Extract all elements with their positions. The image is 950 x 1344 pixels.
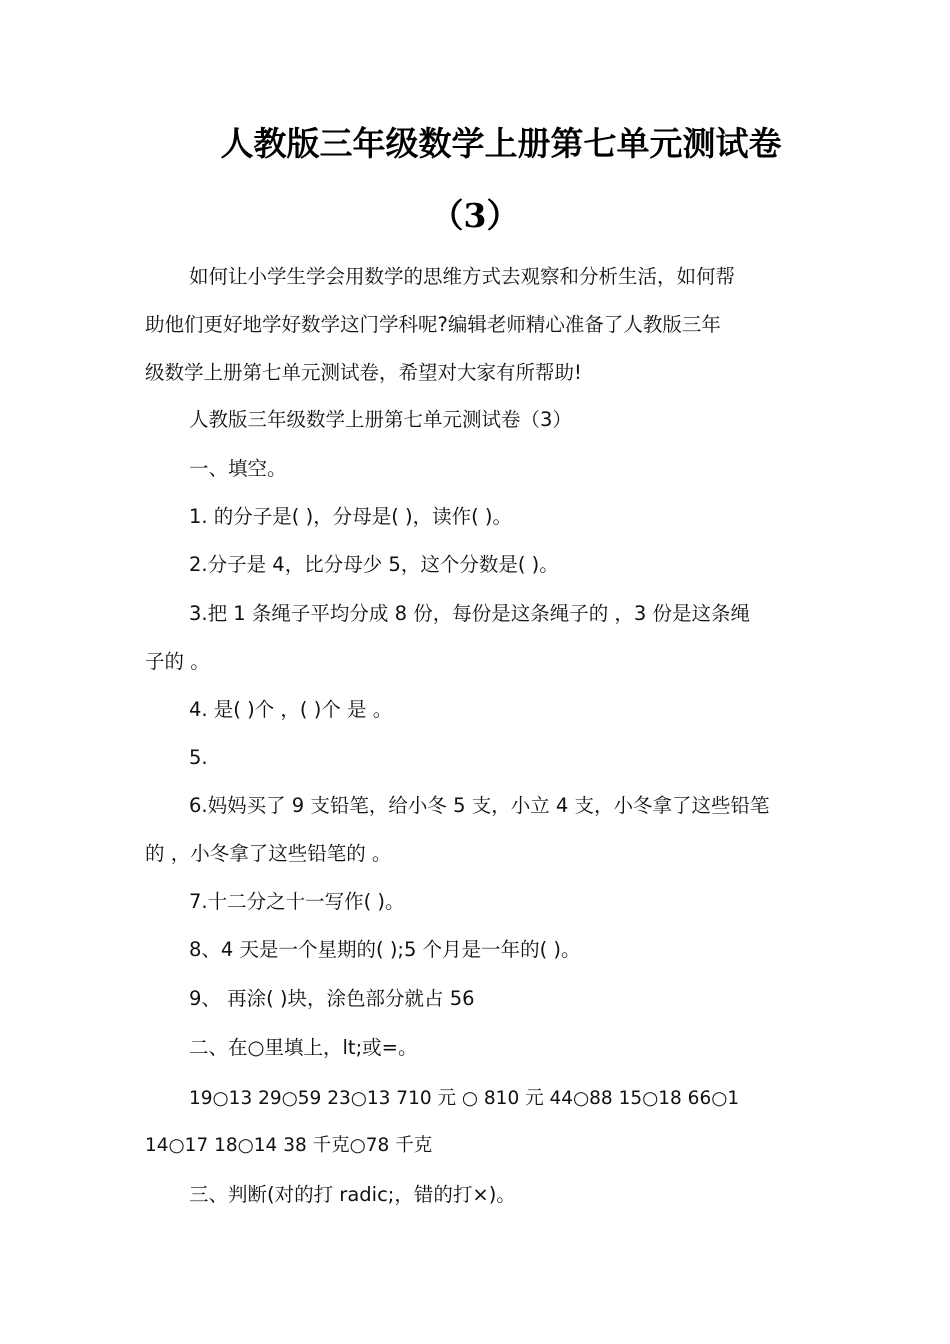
question-2: 2.分子是 4，比分母少 5，这个分数是( )。 xyxy=(189,553,559,576)
compare-row-2: 14○17 18○14 38 千克○78 千克 xyxy=(145,1135,433,1156)
section-2-heading: 二、在○里填上，lt;或=。 xyxy=(189,1036,418,1059)
question-9: 9、 再涂( )块，涂色部分就占 56 xyxy=(189,987,475,1010)
question-1: 1. 的分子是( )，分母是( )，读作( )。 xyxy=(189,505,513,528)
question-5: 5. xyxy=(189,746,208,769)
subtitle: 人教版三年级数学上册第七单元测试卷（3） xyxy=(189,408,572,431)
question-6-line-1: 6.妈妈买了 9 支铅笔，给小冬 5 支，小立 4 支，小冬拿了这些铅笔 xyxy=(189,794,770,817)
question-8: 8、4 天是一个星期的( );5 个月是一年的( )。 xyxy=(189,938,581,961)
question-3-line-2: 子的 。 xyxy=(145,650,210,673)
page-title: 人教版三年级数学上册第七单元测试卷 xyxy=(220,124,782,163)
question-4: 4. 是( )个 ，( )个 是 。 xyxy=(189,698,393,721)
page-title-number: （3） xyxy=(430,196,520,235)
intro-line-2: 助他们更好地学好数学这门学科呢?编辑老师精心准备了人教版三年 xyxy=(145,313,721,336)
intro-line-1: 如何让小学生学会用数学的思维方式去观察和分析生活，如何帮 xyxy=(189,265,736,288)
question-6-line-2: 的 ，小冬拿了这些铅笔的 。 xyxy=(145,842,392,865)
section-3-heading: 三、判断(对的打 radic;，错的打×)。 xyxy=(189,1183,516,1206)
question-3-line-1: 3.把 1 条绳子平均分成 8 份，每份是这条绳子的 ，3 份是这条绳 xyxy=(189,602,751,625)
section-1-heading: 一、填空。 xyxy=(189,457,287,480)
compare-row-1: 19○13 29○59 23○13 710 元 ○ 810 元 44○88 15○18 66○1 xyxy=(189,1088,740,1109)
question-7: 7.十二分之十一写作( )。 xyxy=(189,890,405,913)
intro-line-3: 级数学上册第七单元测试卷，希望对大家有所帮助! xyxy=(145,361,582,384)
